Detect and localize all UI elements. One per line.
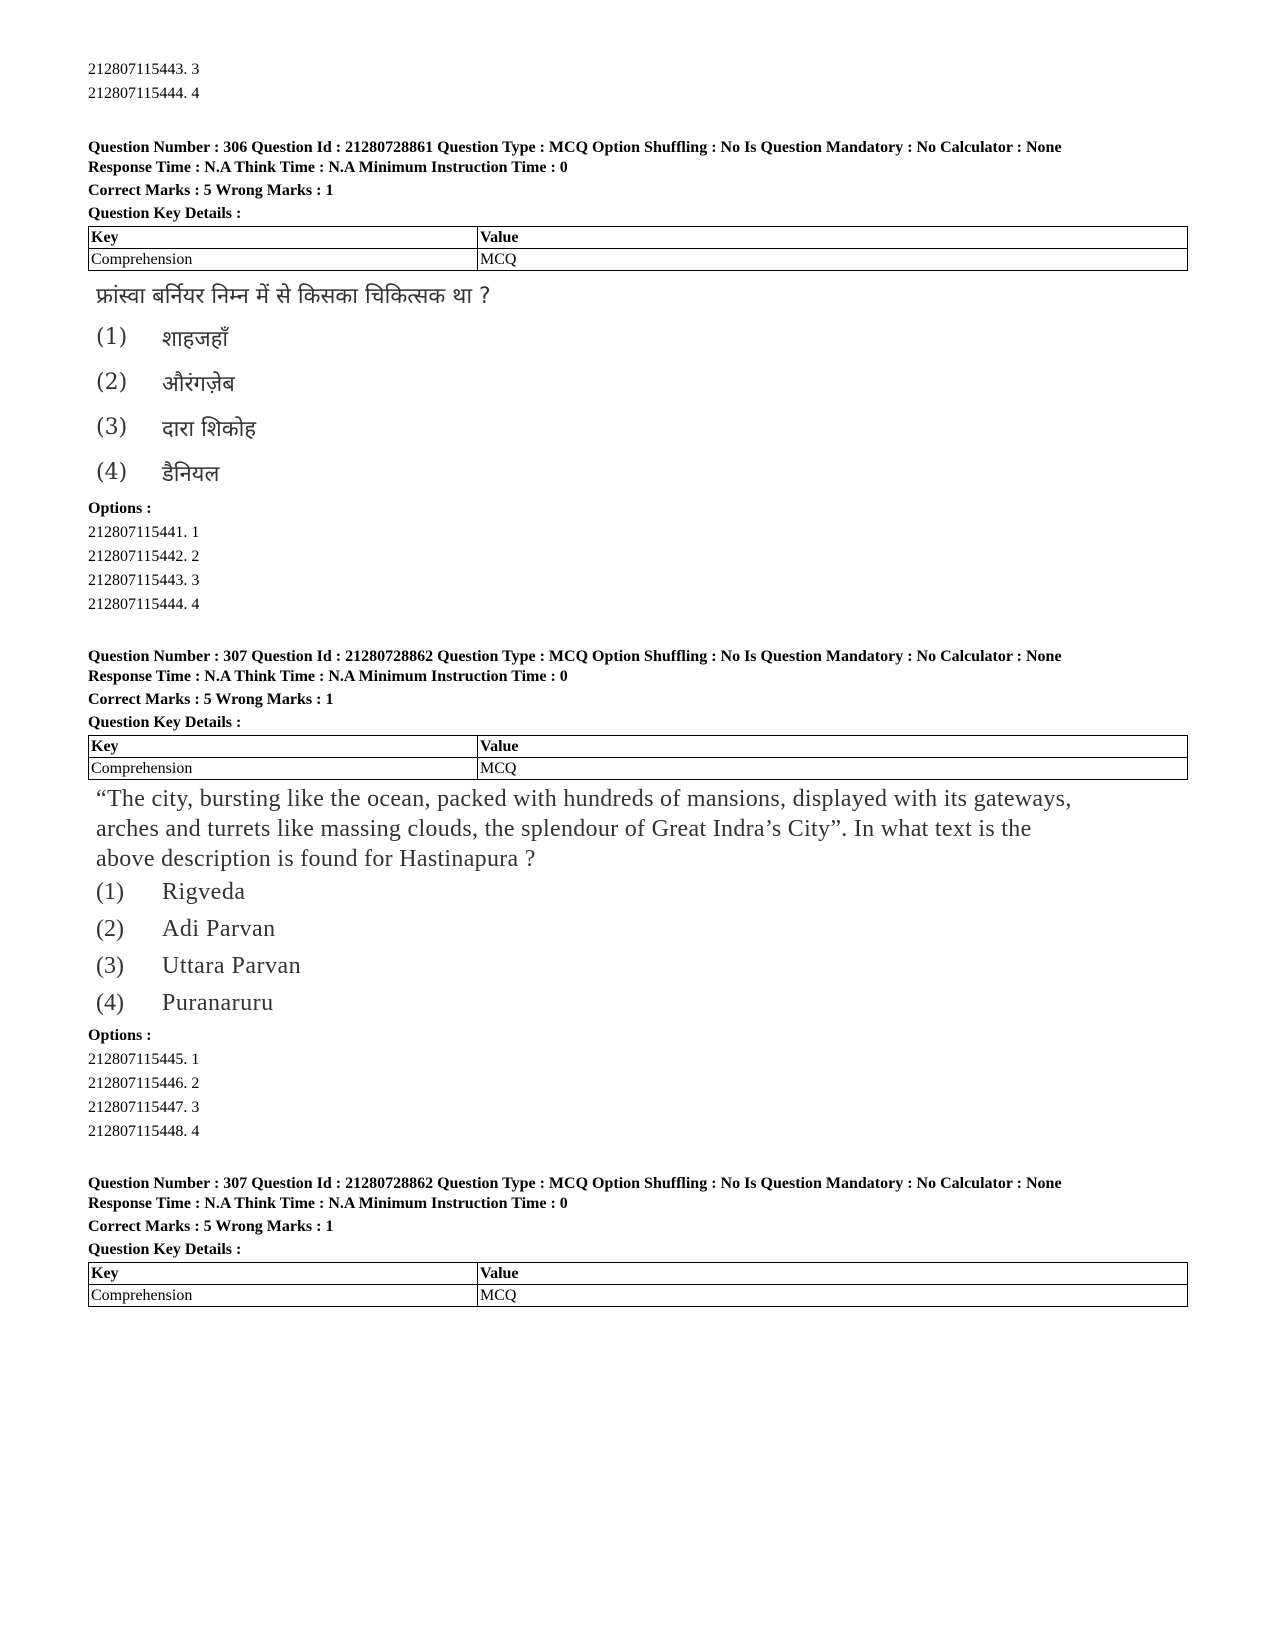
question-marks-line: Correct Marks : 5 Wrong Marks : 1 (88, 182, 334, 199)
question-meta-line: Question Number : 307 Question Id : 21280728862 Question Type : MCQ Option Shuffling : No Is Question Mandatory : No Calculator : None (88, 1175, 1062, 1192)
question-block-307-repeat (88, 1174, 1188, 1307)
choice-number: (4) (96, 990, 124, 1016)
choice-item (88, 405, 1188, 450)
table-header-value: Value (478, 736, 1188, 758)
option-id-line: 212807115444. 4 (88, 596, 200, 613)
question-marks-line: Correct Marks : 5 Wrong Marks : 1 (88, 691, 334, 708)
choice-item (88, 874, 1188, 911)
options-label: Options : (88, 1027, 152, 1044)
question-key-table (88, 735, 1188, 780)
question-block-306 (88, 138, 1188, 617)
question-key-table (88, 1262, 1188, 1307)
choice-item (88, 948, 1188, 985)
choice-number: (1) (96, 325, 128, 350)
choice-text: औरंगज़ेब (162, 371, 235, 397)
choice-number: (1) (96, 879, 124, 905)
table-cell-key: Comprehension (89, 758, 478, 780)
question-timing-line: Response Time : N.A Think Time : N.A Minimum Instruction Time : 0 (88, 668, 568, 685)
option-id-line: 212807115441. 1 (88, 524, 200, 541)
options-label: Options : (88, 500, 152, 517)
option-id-line: 212807115442. 2 (88, 548, 200, 565)
table-row (89, 1285, 1188, 1307)
question-text: फ्रांस्वा बर्नियर निम्न में से किसका चिकित्सक था ? (96, 284, 491, 309)
question-marks-line: Correct Marks : 5 Wrong Marks : 1 (88, 1218, 334, 1235)
choice-item (88, 911, 1188, 948)
choice-number: (2) (96, 370, 128, 395)
question-timing-line: Response Time : N.A Think Time : N.A Minimum Instruction Time : 0 (88, 1195, 568, 1212)
table-cell-value: MCQ (478, 758, 1188, 780)
choice-text: डैनियल (162, 461, 220, 487)
choice-text: Adi Parvan (162, 916, 276, 942)
question-meta-line: Question Number : 307 Question Id : 21280728862 Question Type : MCQ Option Shuffling : No Is Question Mandatory : No Calculator : None (88, 648, 1062, 665)
table-header-row (89, 736, 1188, 758)
question-meta-line: Question Number : 306 Question Id : 21280728861 Question Type : MCQ Option Shuffling : No Is Question Mandatory : No Calculator : None (88, 139, 1062, 156)
table-header-key: Key (89, 1263, 478, 1285)
table-cell-key: Comprehension (89, 1285, 478, 1307)
table-header-value: Value (478, 227, 1188, 249)
choice-number: (4) (96, 460, 128, 485)
question-key-table (88, 226, 1188, 271)
key-details-label: Question Key Details : (88, 714, 242, 731)
question-text-line: “The city, bursting like the ocean, packed with hundreds of mansions, displayed with its gateways, (96, 786, 1072, 812)
table-row (89, 249, 1188, 271)
choice-item (88, 985, 1188, 1022)
option-id-line: 212807115443. 3 (88, 61, 200, 78)
question-timing-line: Response Time : N.A Think Time : N.A Minimum Instruction Time : 0 (88, 159, 568, 176)
key-details-label: Question Key Details : (88, 205, 242, 222)
table-header-key: Key (89, 736, 478, 758)
question-image-english (88, 784, 1188, 1022)
option-id-line: 212807115447. 3 (88, 1099, 200, 1116)
table-header-row (89, 1263, 1188, 1285)
choice-item (88, 450, 1188, 495)
previous-options-list (88, 58, 1188, 106)
choice-text: दारा शिकोह (162, 416, 257, 442)
table-header-row (89, 227, 1188, 249)
table-header-key: Key (89, 227, 478, 249)
choice-text: Puranaruru (162, 990, 274, 1016)
choice-text: शाहजहाँ (162, 326, 229, 352)
option-id-line: 212807115446. 2 (88, 1075, 200, 1092)
key-details-label: Question Key Details : (88, 1241, 242, 1258)
option-id-line: 212807115445. 1 (88, 1051, 200, 1068)
question-block-307 (88, 647, 1188, 1144)
table-row (89, 758, 1188, 780)
choice-item (88, 360, 1188, 405)
option-id-line: 212807115443. 3 (88, 572, 200, 589)
table-cell-key: Comprehension (89, 249, 478, 271)
choice-text: Rigveda (162, 879, 246, 905)
choice-number: (3) (96, 415, 128, 440)
choice-text: Uttara Parvan (162, 953, 302, 979)
choice-number: (3) (96, 953, 124, 979)
option-id-line: 212807115448. 4 (88, 1123, 200, 1140)
choice-number: (2) (96, 916, 124, 942)
question-text-line: arches and turrets like massing clouds, the splendour of Great Indra’s City”. In what text is the (96, 816, 1032, 842)
table-cell-value: MCQ (478, 249, 1188, 271)
table-header-value: Value (478, 1263, 1188, 1285)
option-id-line: 212807115444. 4 (88, 85, 200, 102)
table-cell-value: MCQ (478, 1285, 1188, 1307)
question-image-hindi (88, 279, 1188, 495)
question-text-line: above description is found for Hastinapura ? (96, 846, 536, 872)
document-page (88, 58, 1188, 1315)
choice-item (88, 315, 1188, 360)
